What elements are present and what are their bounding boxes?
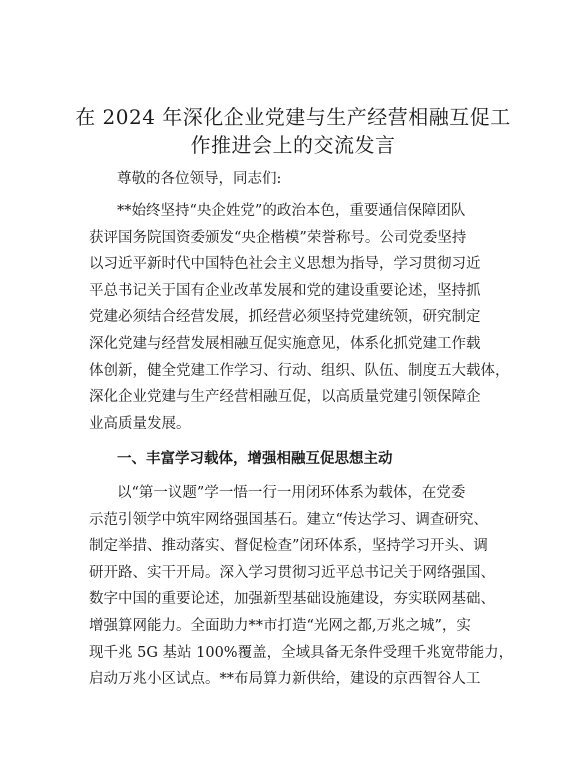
paragraph-1-line: 平总书记关于国有企业改革发展和党的建设重要论述，坚持抓: [89, 282, 481, 299]
paragraph-2-line: 研开路、实干开局。深入学习贯彻习近平总书记关于网络强国、: [89, 564, 495, 581]
paragraph-1-line: 深化企业党建与生产经营相融互促，以高质量党建引领保障企: [89, 389, 481, 406]
paragraph-2-line: 数字中国的重要论述，加强新型基础设施建设，夯实联网基础、: [89, 591, 495, 608]
paragraph-2-line: 现千兆 5G 基站 100%覆盖，全域具备无条件受理千兆宽带能力，: [89, 644, 514, 661]
paragraph-1-line: 业高质量发展。: [89, 415, 191, 432]
paragraph-1-line: 以习近平新时代中国特色社会主义思想为指导，学习贯彻习近: [89, 256, 481, 273]
paragraph-2-line: 以“第一议题”学一悟一行一用闭环体系为载体，在党委: [117, 485, 466, 501]
paragraph-1-line: 党建必须结合经营发展，抓经营必须坚持党建统领，研究制定: [89, 309, 481, 326]
paragraph-1-line: 深化党建与经营发展相融互促实施意见，体系化抓党建工作载: [89, 336, 481, 352]
paragraph-2-line: 增强算网能力。全面助力**市打造“光网之都,万兆之城”，实: [89, 618, 471, 634]
paragraph-2-line: 制定举措、推动落实、督促检查”闭环体系，坚持学习开头、调: [89, 538, 488, 555]
paragraph-1-line: 体创新，健全党建工作学习、行动、组织、队伍、制度五大载体，: [89, 362, 510, 379]
document-title-line-1: 在 2024 年深化企业党建与生产经营相融互促工: [75, 105, 511, 129]
section-heading-1: 一、丰富学习载体，增强相融互促思想主动: [117, 450, 393, 467]
paragraph-1-line: **始终坚持“央企姓党”的政治本色，重要通信保障团队: [117, 203, 466, 219]
paragraph-2-line: 启动万兆小区试点。**布局算力新供给，建设的京西智谷人工: [89, 671, 481, 688]
paragraph-1-line: 获评国务院国资委颁发“央企楷模”荣誉称号。公司党委坚持: [89, 229, 467, 246]
document-title-line-2: 作推进会上的交流发言: [190, 133, 396, 157]
paragraph-2-line: 示范引领学中筑牢网络强国基石。建立“传达学习、调查研究、: [89, 511, 488, 528]
salutation: 尊敬的各位领导，同志们:: [117, 171, 282, 187]
